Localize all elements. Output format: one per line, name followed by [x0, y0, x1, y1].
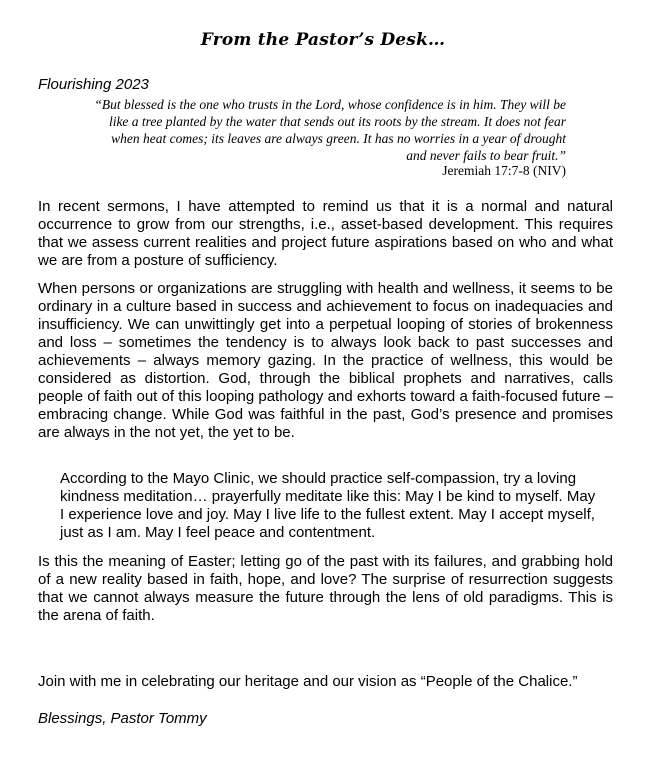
scripture-quote: “But blessed is the one who trusts in the Lord, whose confidence is in him. They will be like a tree planted by the water that sends out its roots by the stream. It does not fear when heat comes; its leaves are always green. It has no worries in a year of drought and never fails to bear fruit.” — [94, 97, 566, 163]
scripture-citation: Jeremiah 17:7-8 (NIV) — [442, 163, 566, 178]
paragraph-2: When persons or organizations are struggling with health and wellness, it seems to be ordinary in a culture based in success and achievement to focus on inadequacies and insufficiency. We can unwittingly get into a perpetual looping of stories of brokenness and loss – sometimes the tendency is to always look back to past successes and achievements – always memory gazing. In the practice of wellness, this would be considered as distortion. God, through the biblical prophets and narratives, calls people of faith out of this looping pathology and exhorts toward a faith-focused future – embracing change. While God was faithful in the past, God’s presence and promises are always in the not yet, the yet to be. — [38, 280, 613, 441]
mayo-clinic-paragraph: According to the Mayo Clinic, we should practice self-compassion, try a loving kindness meditation… prayerfully meditate like this: May I be kind to myself. May I experience love and joy. May I live life to the fullest extent. May I accept myself, just as I am. May I feel peace and contentment. — [60, 470, 596, 541]
page-title: From the Pastor’s Desk… — [200, 30, 446, 50]
signature: Blessings, Pastor Tommy — [38, 710, 207, 727]
paragraph-closing: Join with me in celebrating our heritage and our vision as “People of the Chalice.” — [38, 673, 578, 690]
article-subtitle: Flourishing 2023 — [38, 76, 149, 93]
paragraph-1: In recent sermons, I have attempted to remind us that it is a normal and natural occurrence to grow from our strengths, i.e., asset-based development. This requires that we assess current realities and project future aspirations based on who and what we are from a posture of sufficiency. — [38, 198, 613, 269]
paragraph-easter: Is this the meaning of Easter; letting go of the past with its failures, and grabbing hold of a new reality based in faith, hope, and love? The surprise of resurrection suggests that we cannot always measure the future through the lens of old paradigms. This is the arena of faith. — [38, 553, 613, 624]
